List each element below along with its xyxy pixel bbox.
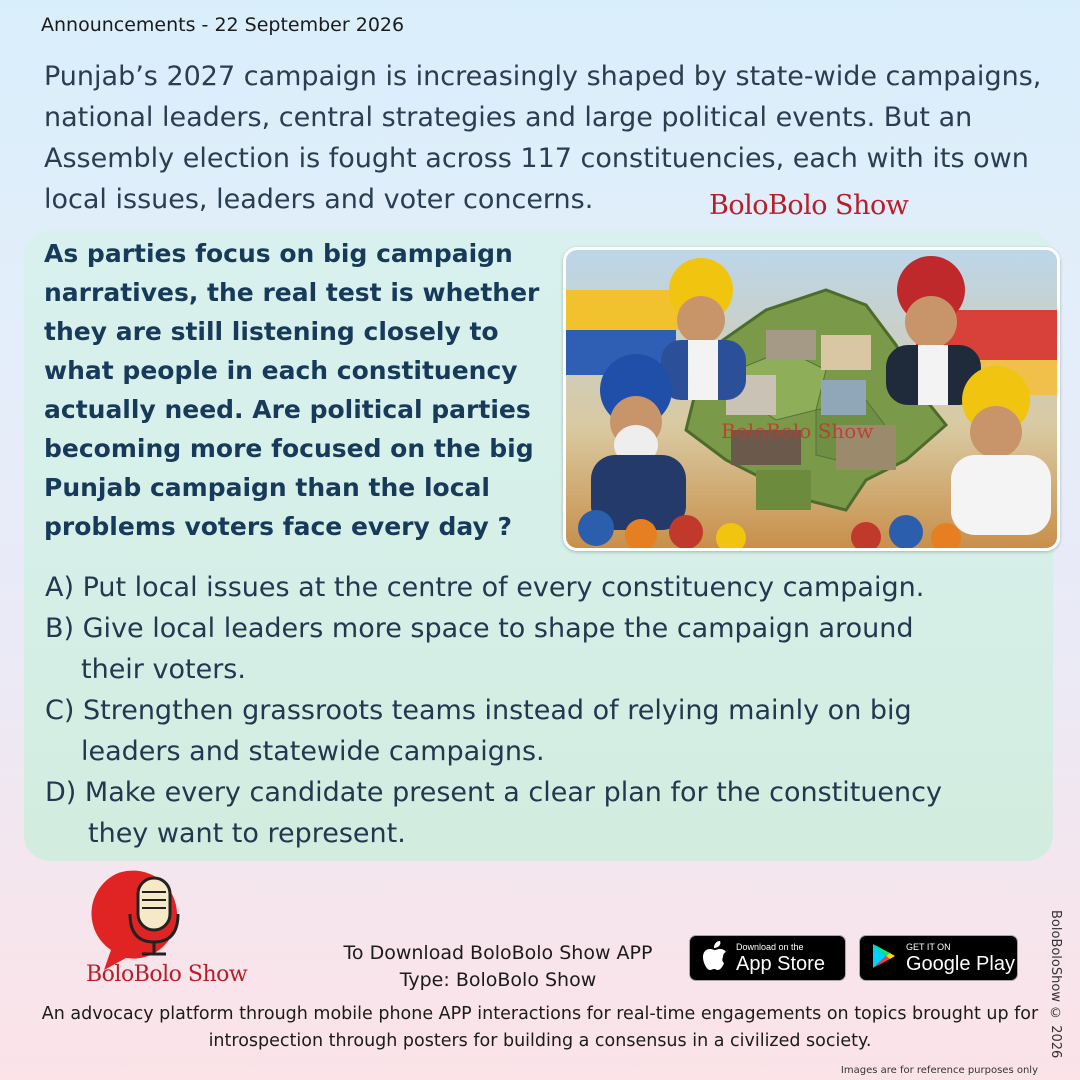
option-d-text-cont: they want to represent.: [88, 818, 406, 849]
app-store-button[interactable]: [689, 935, 846, 981]
option-d[interactable]: [45, 772, 1035, 854]
answer-options: [45, 567, 1035, 854]
option-c[interactable]: [45, 690, 1035, 772]
appstore-big-text: App Store: [736, 952, 825, 975]
appstore-small-text: Download on the: [736, 941, 804, 952]
option-a-text: A) Put local issues at the centre of every constituency campaign.: [45, 572, 925, 603]
option-d-text: D) Make every candidate present a clear plan for the constituency: [45, 777, 942, 808]
question-text: As parties focus on big campaign narratives, the real test is whether they are still listening closely to what people in each constituency actually need. Are political parties becoming more focused on the big Punjab campaign than the local problems voters face every day ?: [44, 239, 540, 541]
option-b-text: B) Give local leaders more space to shape the campaign around: [45, 613, 914, 644]
announcement-date: Announcements - 22 September 2026: [41, 14, 405, 36]
download-instructions: [320, 940, 676, 994]
option-c-text: C) Strengthen grassroots teams instead of relying mainly on big: [45, 695, 912, 726]
image-disclaimer: Images are for reference purposes only: [840, 1065, 1038, 1076]
apple-icon: [702, 941, 728, 975]
image-watermark: BoloBolo Show: [721, 419, 874, 443]
gplay-big-text: Google Play: [906, 952, 1015, 975]
google-play-icon: [872, 943, 896, 973]
download-line1: To Download BoloBolo Show APP: [343, 942, 653, 964]
intro-paragraph: Punjab’s 2027 campaign is increasingly shaped by state-wide campaigns, national leaders, central strategies and large political events. But an Assembly election is fought across 117 constituencies, each with its own local issues, leaders and voter concerns.: [44, 61, 1042, 215]
campaign-collage-image: [563, 247, 1060, 551]
gplay-small-text: GET IT ON: [906, 941, 951, 952]
copyright-vertical: BoloBoloShow © 2026: [1048, 910, 1063, 1059]
download-line2: Type: BoloBolo Show: [399, 969, 597, 991]
brand-title: BoloBolo Show: [709, 190, 909, 221]
brand-logo-text: BoloBolo Show: [86, 962, 248, 987]
google-play-button[interactable]: [859, 935, 1018, 981]
option-b-text-cont: their voters.: [81, 654, 246, 685]
option-c-text-cont: leaders and statewide campaigns.: [81, 736, 545, 767]
option-a[interactable]: [45, 567, 1035, 608]
option-b[interactable]: [45, 608, 1035, 690]
footer-tagline: An advocacy platform through mobile phone APP interactions for real-time engagements on topics brought up for introspection through posters for building a consensus in a civilized society.: [41, 1004, 1039, 1051]
